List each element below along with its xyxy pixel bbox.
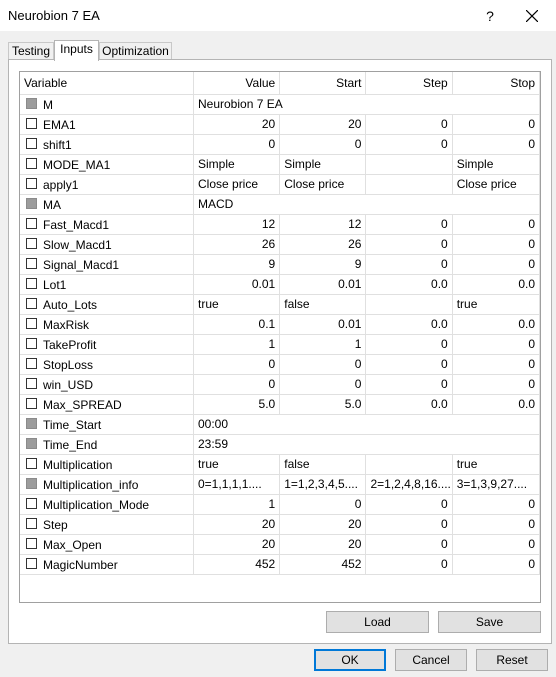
variable-name: Multiplication [43, 457, 113, 472]
step-cell[interactable]: 0 [366, 534, 452, 554]
start-cell[interactable]: 20 [280, 514, 366, 534]
step-cell[interactable] [366, 454, 452, 474]
table-row[interactable] [20, 174, 540, 194]
step-cell[interactable]: 0 [366, 134, 452, 154]
variable-cell[interactable] [20, 114, 194, 134]
table-row[interactable] [20, 234, 540, 254]
optimize-checkbox[interactable] [26, 178, 37, 189]
value-cell[interactable]: 20 [194, 534, 280, 554]
table-row[interactable] [20, 554, 540, 574]
tab-inputs[interactable]: Inputs [54, 40, 99, 61]
variable-cell[interactable] [20, 354, 194, 374]
variable-name: MA [43, 197, 61, 212]
variable-name: MaxRisk [43, 317, 90, 332]
table-row[interactable] [20, 274, 540, 294]
variable-cell[interactable] [20, 314, 194, 334]
tab-testing[interactable]: Testing [8, 42, 54, 60]
variable-cell[interactable] [20, 434, 194, 454]
start-cell[interactable]: 452 [280, 554, 366, 574]
table-row[interactable] [20, 94, 540, 114]
value-cell[interactable]: 0 [194, 374, 280, 394]
variable-cell[interactable] [20, 514, 194, 534]
variable-cell[interactable] [20, 194, 194, 214]
inputs-grid[interactable] [19, 71, 541, 603]
value-cell[interactable]: 0.1 [194, 314, 280, 334]
ok-button[interactable]: OK [314, 649, 386, 671]
variable-name: MagicNumber [43, 557, 118, 572]
value-cell[interactable]: 0.01 [194, 274, 280, 294]
stop-cell[interactable]: 0 [452, 134, 539, 154]
col-step[interactable]: Step [366, 72, 452, 94]
variable-cell[interactable] [20, 374, 194, 394]
variable-cell[interactable] [20, 474, 194, 494]
table-row[interactable] [20, 534, 540, 554]
variable-cell[interactable] [20, 554, 194, 574]
table-row[interactable] [20, 134, 540, 154]
optimize-checkbox[interactable] [26, 518, 37, 529]
variable-name: Time_End [43, 437, 98, 452]
table-row[interactable] [20, 414, 540, 434]
table-row[interactable] [20, 474, 540, 494]
value-cell[interactable]: Neurobion 7 EA [194, 94, 540, 114]
optimize-checkbox[interactable] [26, 118, 37, 129]
title-bar [0, 0, 556, 31]
step-cell[interactable]: 2=1,2,4,8,16.... [366, 474, 452, 494]
step-cell[interactable]: 0 [366, 334, 452, 354]
load-button[interactable]: Load [326, 611, 429, 633]
stop-cell[interactable]: 3=1,3,9,27.... [452, 474, 539, 494]
table-row[interactable] [20, 214, 540, 234]
variable-cell[interactable] [20, 134, 194, 154]
table-row[interactable] [20, 294, 540, 314]
variable-name: shift1 [43, 137, 72, 152]
start-cell[interactable]: 1 [280, 334, 366, 354]
save-button[interactable]: Save [438, 611, 541, 633]
stop-cell[interactable]: 0 [452, 114, 539, 134]
step-cell[interactable] [366, 174, 452, 194]
stop-cell[interactable]: true [452, 294, 539, 314]
variable-name: win_USD [43, 377, 94, 392]
optimize-checkbox [26, 198, 37, 209]
stop-cell[interactable]: true [452, 454, 539, 474]
variable-cell[interactable] [20, 154, 194, 174]
stop-cell[interactable]: 0.0 [452, 314, 539, 334]
table-row[interactable] [20, 314, 540, 334]
variable-name: M [43, 97, 53, 112]
start-cell[interactable]: 0 [280, 374, 366, 394]
table-row[interactable] [20, 154, 540, 174]
variable-name: Step [43, 517, 68, 532]
optimize-checkbox[interactable] [26, 278, 37, 289]
stop-cell[interactable]: 0 [452, 254, 539, 274]
optimize-checkbox[interactable] [26, 558, 37, 569]
table-row[interactable] [20, 254, 540, 274]
variable-name: Slow_Macd1 [43, 237, 112, 252]
table-row[interactable] [20, 454, 540, 474]
table-row[interactable] [20, 514, 540, 534]
value-cell[interactable]: true [194, 294, 280, 314]
start-cell[interactable]: 0.01 [280, 274, 366, 294]
value-cell[interactable]: 1 [194, 494, 280, 514]
optimize-checkbox[interactable] [26, 378, 37, 389]
step-cell[interactable]: 0.0 [366, 394, 452, 414]
header-row [20, 72, 540, 94]
table-row[interactable] [20, 194, 540, 214]
optimize-checkbox[interactable] [26, 338, 37, 349]
close-button[interactable] [514, 4, 550, 28]
start-cell[interactable]: 20 [280, 534, 366, 554]
stop-cell[interactable]: 0 [452, 214, 539, 234]
stop-cell[interactable]: 0.0 [452, 394, 539, 414]
value-cell[interactable]: 23:59 [194, 434, 540, 454]
start-cell[interactable]: Close price [280, 174, 366, 194]
step-cell[interactable]: 0 [366, 514, 452, 534]
inputs-panel [8, 59, 552, 644]
window-title: Neurobion 7 EA [8, 8, 100, 23]
variable-cell[interactable] [20, 254, 194, 274]
optimize-checkbox[interactable] [26, 458, 37, 469]
tab-optimization[interactable]: Optimization [99, 42, 172, 60]
step-cell[interactable]: 0 [366, 354, 452, 374]
variable-name: Max_SPREAD [43, 397, 122, 412]
variable-name: TakeProfit [43, 337, 97, 352]
table-row[interactable] [20, 434, 540, 454]
start-cell[interactable]: 5.0 [280, 394, 366, 414]
step-cell[interactable]: 0 [366, 554, 452, 574]
col-start[interactable]: Start [280, 72, 366, 94]
close-icon [526, 10, 538, 22]
optimize-checkbox[interactable] [26, 298, 37, 309]
table-row[interactable] [20, 394, 540, 414]
optimize-checkbox [26, 438, 37, 449]
col-value[interactable]: Value [194, 72, 280, 94]
start-cell[interactable]: 1=1,2,3,4,5.... [280, 474, 366, 494]
optimize-checkbox[interactable] [26, 218, 37, 229]
value-cell[interactable]: true [194, 454, 280, 474]
variable-cell[interactable] [20, 294, 194, 314]
step-cell[interactable]: 0 [366, 234, 452, 254]
optimize-checkbox[interactable] [26, 358, 37, 369]
reset-button[interactable]: Reset [476, 649, 548, 671]
value-cell[interactable]: 0=1,1,1,1.... [194, 474, 280, 494]
value-cell[interactable]: MACD [194, 194, 540, 214]
step-cell[interactable] [366, 154, 452, 174]
variable-cell[interactable] [20, 494, 194, 514]
optimize-checkbox[interactable] [26, 398, 37, 409]
inputs-table [20, 72, 540, 575]
optimize-checkbox[interactable] [26, 158, 37, 169]
value-cell[interactable]: Close price [194, 174, 280, 194]
table-row[interactable] [20, 354, 540, 374]
optimize-checkbox[interactable] [26, 538, 37, 549]
variable-name: StopLoss [43, 357, 94, 372]
help-button[interactable]: ? [486, 8, 494, 24]
variable-cell[interactable] [20, 94, 194, 114]
step-cell[interactable]: 0 [366, 494, 452, 514]
stop-cell[interactable]: 0 [452, 554, 539, 574]
value-cell[interactable]: Simple [194, 154, 280, 174]
stop-cell[interactable]: Close price [452, 174, 539, 194]
stop-cell[interactable]: 0 [452, 534, 539, 554]
optimize-checkbox[interactable] [26, 498, 37, 509]
optimize-checkbox[interactable] [26, 318, 37, 329]
start-cell[interactable]: 12 [280, 214, 366, 234]
value-cell[interactable]: 20 [194, 514, 280, 534]
start-cell[interactable]: 0.01 [280, 314, 366, 334]
value-cell[interactable]: 1 [194, 334, 280, 354]
variable-cell[interactable] [20, 334, 194, 354]
stop-cell[interactable]: 0.0 [452, 274, 539, 294]
stop-cell[interactable]: 0 [452, 234, 539, 254]
value-cell[interactable]: 20 [194, 114, 280, 134]
step-cell[interactable]: 0 [366, 214, 452, 234]
start-cell[interactable]: Simple [280, 154, 366, 174]
optimize-checkbox[interactable] [26, 258, 37, 269]
start-cell[interactable]: 26 [280, 234, 366, 254]
stop-cell[interactable]: 0 [452, 514, 539, 534]
variable-name: Multiplication_info [43, 477, 139, 492]
variable-cell[interactable] [20, 234, 194, 254]
stop-cell[interactable]: Simple [452, 154, 539, 174]
start-cell[interactable]: 9 [280, 254, 366, 274]
start-cell[interactable]: 0 [280, 134, 366, 154]
stop-cell[interactable]: 0 [452, 334, 539, 354]
col-variable[interactable]: Variable [20, 72, 194, 94]
variable-name: Fast_Macd1 [43, 217, 110, 232]
table-row[interactable] [20, 374, 540, 394]
variable-name: apply1 [43, 177, 79, 192]
variable-name: Lot1 [43, 277, 67, 292]
value-cell[interactable]: 5.0 [194, 394, 280, 414]
variable-name: Max_Open [43, 537, 102, 552]
start-cell[interactable]: 0 [280, 354, 366, 374]
step-cell[interactable]: 0.0 [366, 314, 452, 334]
variable-cell[interactable] [20, 394, 194, 414]
table-row[interactable] [20, 494, 540, 514]
value-cell[interactable]: 00:00 [194, 414, 540, 434]
step-cell[interactable]: 0 [366, 374, 452, 394]
variable-cell[interactable] [20, 414, 194, 434]
value-cell[interactable]: 452 [194, 554, 280, 574]
step-cell[interactable] [366, 294, 452, 314]
variable-name: EMA1 [43, 117, 76, 132]
inputs-table-body [20, 94, 540, 574]
optimize-checkbox[interactable] [26, 238, 37, 249]
value-cell[interactable]: 12 [194, 214, 280, 234]
step-cell[interactable]: 0 [366, 114, 452, 134]
optimize-checkbox[interactable] [26, 138, 37, 149]
variable-cell[interactable] [20, 274, 194, 294]
variable-name: MODE_MA1 [43, 157, 111, 172]
start-cell[interactable]: false [280, 294, 366, 314]
table-row[interactable] [20, 114, 540, 134]
start-cell[interactable]: 20 [280, 114, 366, 134]
variable-cell[interactable] [20, 174, 194, 194]
step-cell[interactable]: 0 [366, 254, 452, 274]
optimize-checkbox [26, 98, 37, 109]
table-row[interactable] [20, 334, 540, 354]
step-cell[interactable]: 0.0 [366, 274, 452, 294]
stop-cell[interactable]: 0 [452, 354, 539, 374]
value-cell[interactable]: 0 [194, 134, 280, 154]
value-cell[interactable]: 26 [194, 234, 280, 254]
value-cell[interactable]: 0 [194, 354, 280, 374]
variable-cell[interactable] [20, 214, 194, 234]
variable-name: Time_Start [43, 417, 102, 432]
variable-cell[interactable] [20, 454, 194, 474]
start-cell[interactable]: 0 [280, 494, 366, 514]
col-stop[interactable]: Stop [452, 72, 539, 94]
optimize-checkbox [26, 478, 37, 489]
variable-name: Auto_Lots [43, 297, 98, 312]
variable-name: Multiplication_Mode [43, 497, 150, 512]
stop-cell[interactable]: 0 [452, 374, 539, 394]
start-cell[interactable]: false [280, 454, 366, 474]
cancel-button[interactable]: Cancel [395, 649, 467, 671]
variable-name: Signal_Macd1 [43, 257, 120, 272]
stop-cell[interactable]: 0 [452, 494, 539, 514]
optimize-checkbox [26, 418, 37, 429]
variable-cell[interactable] [20, 534, 194, 554]
value-cell[interactable]: 9 [194, 254, 280, 274]
